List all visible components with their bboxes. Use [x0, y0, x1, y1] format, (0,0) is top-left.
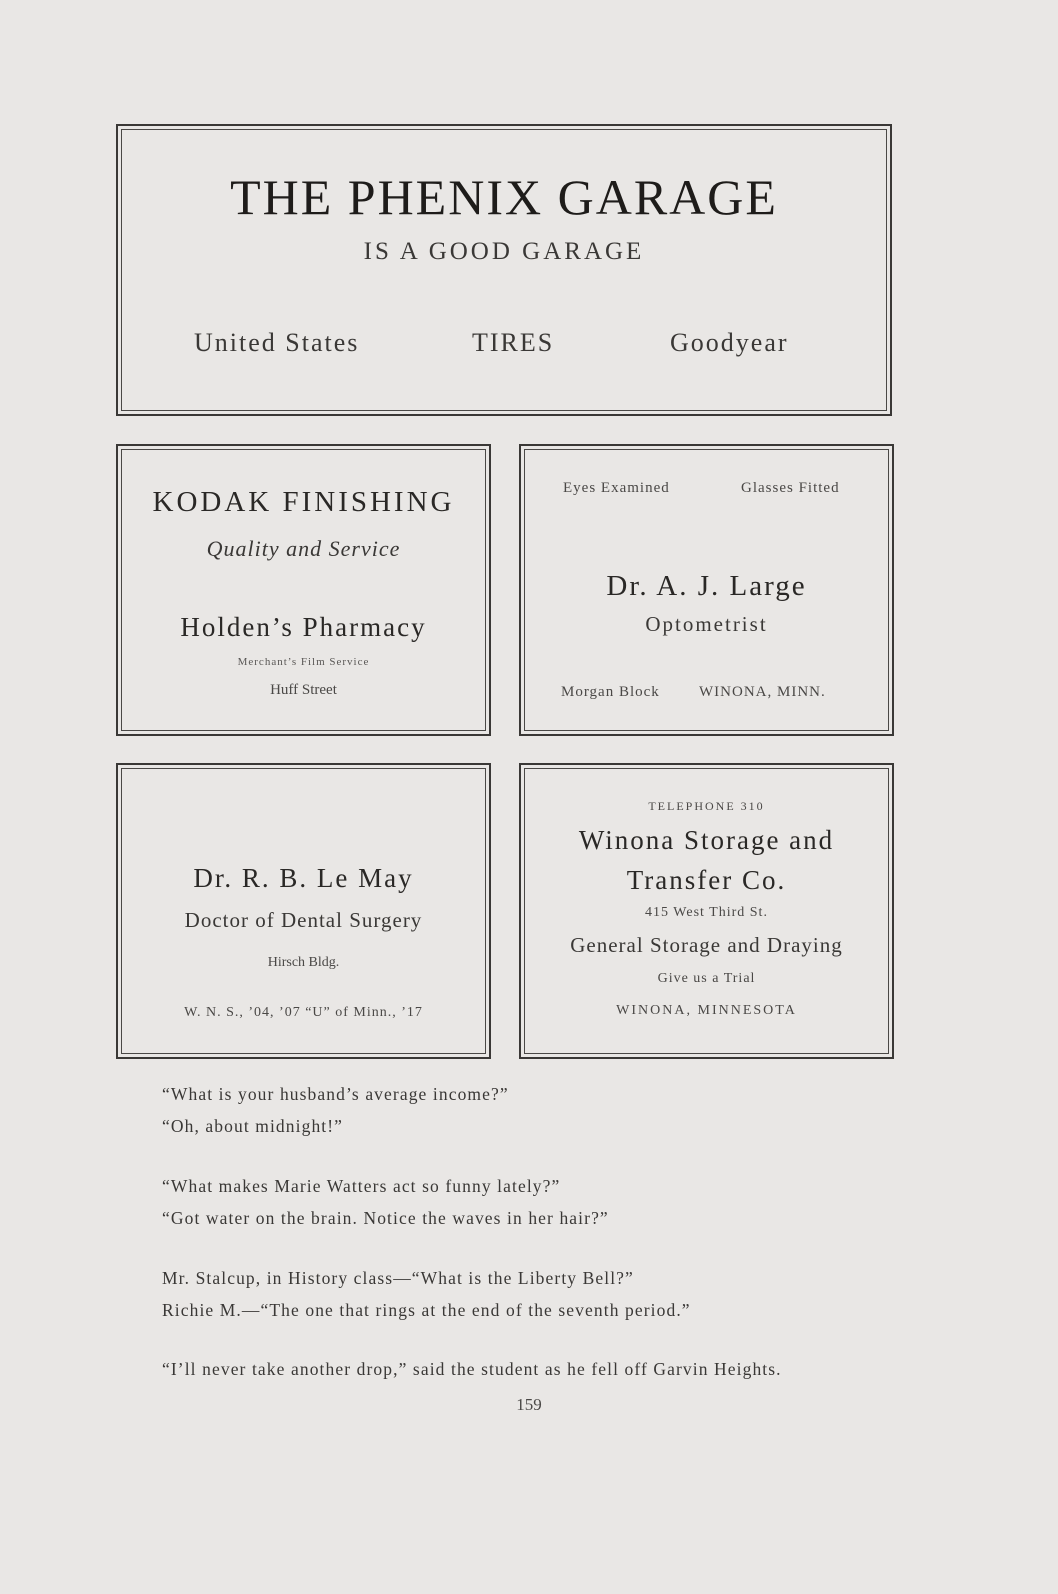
- ad-subtitle: IS A GOOD GARAGE: [363, 238, 645, 265]
- joke-line: “I’ll never take another drop,” said the student as he fell off Garvin Heights.: [162, 1359, 782, 1379]
- kodak-finishing-ad: [116, 444, 491, 736]
- joke-line: “What makes Marie Watters act so funny lately?”: [162, 1176, 561, 1196]
- bottom-left-text: Morgan Block: [561, 684, 660, 700]
- top-right-text: Glasses Fitted: [741, 480, 840, 496]
- top-left-text: Eyes Examined: [563, 480, 670, 496]
- ad-title: THE PHENIX GARAGE: [230, 169, 778, 225]
- page-number: 159: [516, 1395, 542, 1414]
- address-line: 415 West Third St.: [645, 905, 768, 920]
- services-line: General Storage and Draying: [570, 933, 843, 957]
- company-name-line1: Winona Storage and: [578, 825, 835, 855]
- doctor-name: Dr. R. B. Le May: [193, 863, 414, 893]
- building-line: Hirsch Bldg.: [267, 955, 340, 970]
- education-line: W. N. S., ’04, ’07 “U” of Minn., ’17: [184, 1005, 423, 1020]
- joke-line: “Oh, about midnight!”: [162, 1116, 344, 1136]
- phenix-garage-ad: [116, 124, 892, 416]
- telephone-line: TELEPHONE 310: [648, 799, 765, 813]
- city-line: WINONA, MINNESOTA: [616, 1003, 797, 1018]
- optometrist-ad: [519, 444, 894, 736]
- street-line: Huff Street: [270, 682, 337, 698]
- joke-line: “What is your husband’s average income?”: [162, 1084, 509, 1104]
- company-name-line2: Transfer Co.: [626, 865, 787, 895]
- ad-heading: KODAK FINISHING: [152, 486, 455, 518]
- tire-brand-right: Goodyear: [670, 328, 789, 357]
- joke-line: “Got water on the brain. Notice the waves in her hair?”: [162, 1208, 609, 1228]
- tire-brand-left: United States: [194, 328, 360, 357]
- joke-line: Mr. Stalcup, in History class—“What is the Liberty Bell?”: [162, 1268, 634, 1288]
- joke-line: Richie M.—“The one that rings at the end of the seventh period.”: [162, 1300, 691, 1320]
- slogan-line: Give us a Trial: [657, 971, 756, 986]
- doctor-title: Optometrist: [645, 612, 768, 636]
- dentist-ad: [116, 763, 491, 1059]
- tires-label: TIRES: [472, 328, 555, 357]
- service-line: Merchant’s Film Service: [237, 656, 370, 668]
- bottom-right-text: WINONA, MINN.: [699, 684, 826, 700]
- business-name: Holden’s Pharmacy: [180, 612, 427, 642]
- storage-transfer-ad: [519, 763, 894, 1059]
- doctor-title: Doctor of Dental Surgery: [184, 908, 423, 932]
- doctor-name: Dr. A. J. Large: [606, 570, 807, 602]
- ad-tagline: Quality and Service: [206, 536, 401, 561]
